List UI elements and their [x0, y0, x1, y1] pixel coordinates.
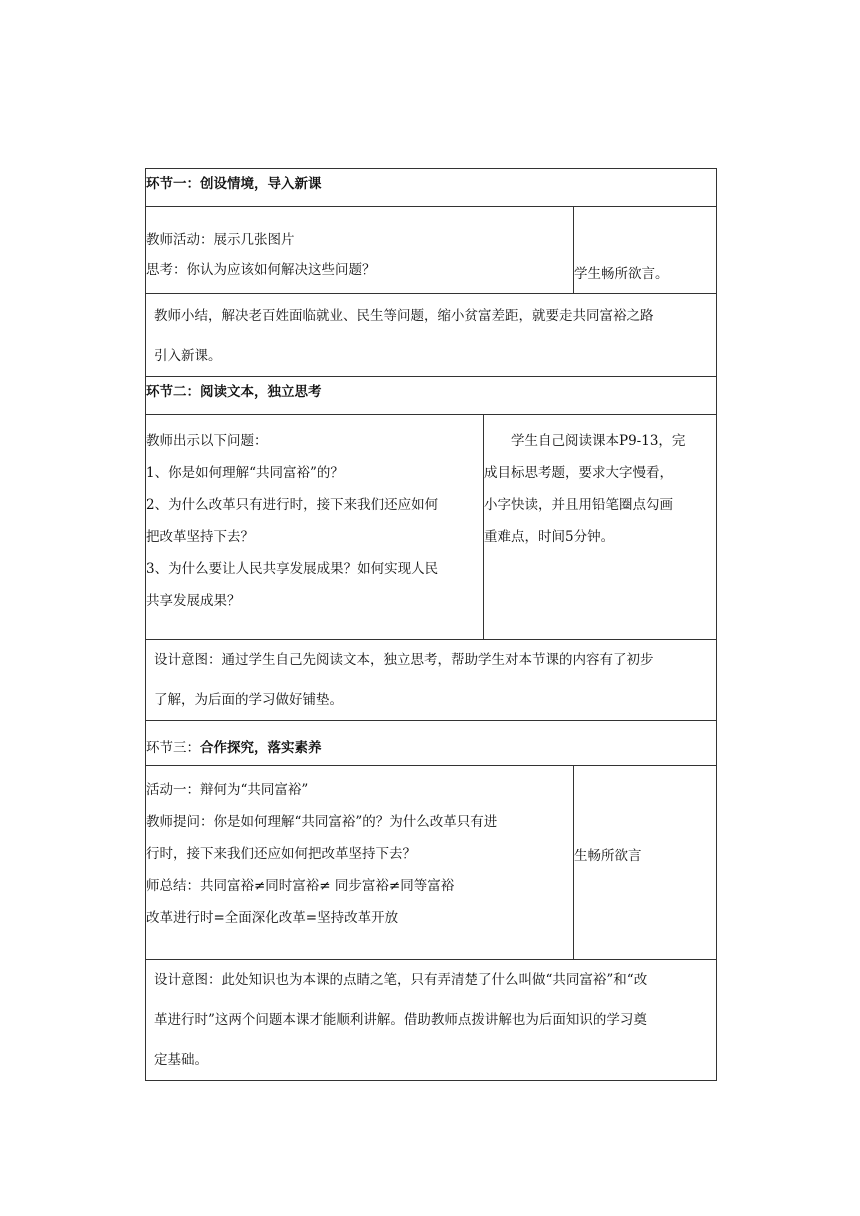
section3-heading-prefix: 环节三： [146, 740, 200, 756]
section3-activity-row [146, 766, 717, 960]
section1-summary-line: 教师小结，解决老百姓面临就业、民生等问题，缩小贫富差距，就要走共同富裕之路 [154, 308, 654, 324]
section1-heading-row [146, 169, 717, 207]
section2-teacher-line: 共享发展成果？ [146, 593, 241, 609]
section2-heading-row [146, 377, 717, 415]
section2-teacher-line: 把改革坚持下去？ [146, 529, 254, 545]
section3-teacher-line: 教师提问：你是如何理解“共同富裕”的？为什么改革只有进 [146, 814, 498, 830]
section2-student-cell [484, 415, 717, 640]
lesson-plan-table [145, 168, 717, 1081]
section3-design-line: 定基础。 [154, 1052, 208, 1068]
section2-student-line: 重难点，时间5分钟。 [484, 529, 615, 545]
section3-student-text: 生畅所欲言 [574, 847, 642, 864]
section1-summary-cell [146, 294, 717, 377]
section1-teacher-line: 教师活动：展示几张图片 [146, 232, 295, 248]
section2-teacher-line: 1、你是如何理解“共同富裕”的？ [146, 465, 344, 481]
section2-student-line: 小字快读，并且用铅笔圈点勾画 [484, 497, 673, 513]
section1-teacher-line: 思考：你认为应该如何解决这些问题？ [146, 262, 376, 278]
section2-activity-row [146, 415, 717, 640]
section3-teacher-cell [146, 766, 574, 960]
section1-teacher-cell [146, 207, 574, 294]
section2-heading: 环节二：阅读文本，独立思考 [146, 377, 717, 415]
section2-teacher-cell [146, 415, 484, 640]
section3-teacher-line: 活动一：辩何为“共同富裕” [146, 782, 309, 798]
section1-heading: 环节一：创设情境，导入新课 [146, 169, 717, 207]
section3-heading [146, 721, 717, 766]
section3-heading-title: 合作探究，落实素养 [200, 740, 322, 756]
section3-teacher-line: 行时，接下来我们还应如何把改革坚持下去？ [146, 846, 416, 862]
section2-teacher-line: 3、为什么要让人民共享发展成果？如何实现人民 [146, 561, 439, 577]
section3-student-cell [574, 766, 717, 960]
section3-design-row [146, 960, 717, 1081]
section2-teacher-line: 2、为什么改革只有进行时，接下来我们还应如何 [146, 497, 439, 513]
section1-summary-row [146, 294, 717, 377]
section1-student-cell [574, 207, 717, 294]
section1-student-text: 学生畅所欲言。 [574, 266, 669, 282]
section2-teacher-line: 教师出示以下问题： [146, 433, 268, 449]
lesson-plan-page [145, 168, 716, 1081]
section1-activity-row [146, 207, 717, 294]
section3-design-line: 革进行时”这两个问题本课才能顺利讲解。借助教师点拨讲解也为后面知识的学习奠 [154, 1012, 647, 1028]
section2-student-line: 学生自己阅读课本P9-13，完 [511, 433, 686, 449]
section3-teacher-line: 师总结：共同富裕≠同时富裕≠ 同步富裕≠同等富裕 [146, 878, 455, 894]
section2-design-line: 设计意图：通过学生自己先阅读文本，独立思考，帮助学生对本节课的内容有了初步 [154, 652, 654, 668]
section3-heading-row [146, 721, 717, 766]
section3-design-line: 设计意图：此处知识也为本课的点睛之笔，只有弄清楚了什么叫做“共同富裕”和“改 [154, 972, 648, 988]
section2-student-line: 成目标思考题，要求大字慢看， [484, 465, 673, 481]
section3-design-cell [146, 960, 717, 1081]
section1-summary-line: 引入新课。 [154, 348, 222, 364]
section2-design-line: 了解，为后面的学习做好铺垫。 [154, 692, 343, 708]
section2-design-cell [146, 640, 717, 721]
section2-design-row [146, 640, 717, 721]
section3-teacher-line: 改革进行时=全面深化改革=坚持改革开放 [146, 910, 399, 926]
